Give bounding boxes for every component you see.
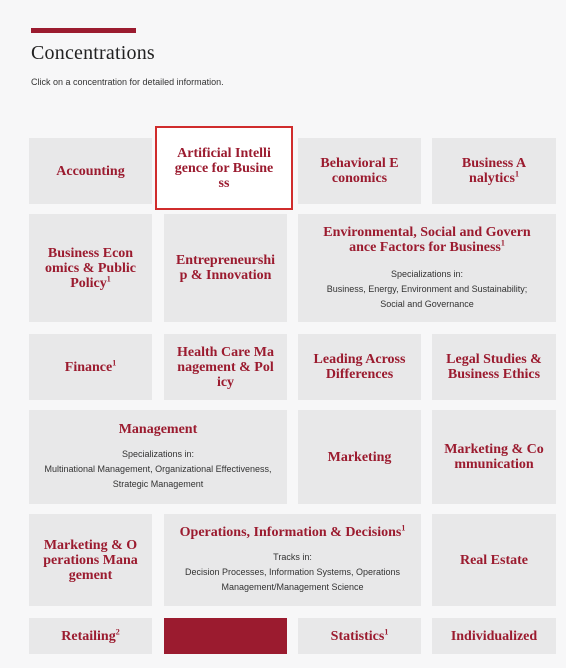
tile-name: Environmental, Social and Governance Factors for Business (323, 224, 531, 255)
tile-entrepreneurship-innovation[interactable] (164, 214, 287, 322)
tile-name: Management (118, 422, 198, 437)
tile-health-care-management-policy[interactable] (164, 334, 287, 400)
tile-real-estate[interactable] (432, 514, 556, 606)
tile-name: Legal Studies & Business Ethics (446, 352, 542, 382)
tile-business-economics-public-policy[interactable]: Business Economics & Public Policy$^1$ (29, 214, 152, 322)
accent-bar (31, 28, 136, 33)
tile-tracks: Tracks in: Decision Processes, Information Systems, Operations Management/Management Science (184, 552, 401, 592)
page-subtitle: Click on a concentration for detailed information. (31, 77, 224, 87)
tile-name: Statistics (330, 628, 385, 644)
tile-name: Marketing & Operations Management (43, 537, 138, 583)
tile-name: Retailing (61, 628, 116, 644)
tile-name: Accounting (56, 163, 125, 179)
tile-marketing-communication[interactable] (432, 410, 556, 504)
tile-name: Leading Across Differences (313, 352, 406, 382)
tile-retailing[interactable]: Retailing$^2$ (29, 618, 152, 654)
tile-marketing-operations-management[interactable] (29, 514, 152, 606)
tile-name: Operations, Information & Decisions (179, 525, 402, 540)
tile-accounting[interactable] (29, 138, 152, 204)
tile-specializations: Specializations in: Multinational Management, Organizational Effectiveness, Strategic Management (44, 449, 272, 489)
tile-marketing[interactable] (298, 410, 421, 504)
tile-statistics[interactable]: Statistics$^1$ (298, 618, 421, 654)
tile-name: Real Estate (459, 552, 529, 568)
tile-leading-across-differences[interactable] (298, 334, 421, 400)
tile-legal-studies-business-ethics[interactable] (432, 334, 556, 400)
tile-name: Health Care Management & Policy (177, 344, 274, 390)
tile-environmental-social-governance[interactable]: Environmental, Social and Governance Factors for Business$^1$ Specializations in: Business, Energy, Environment and Sustainability; Social and Governance (298, 214, 556, 322)
tile-name: Business Economics & Public Policy (45, 245, 136, 291)
tile-finance[interactable]: Finance$^1$ (29, 334, 152, 400)
tile-name: Marketing & Communication (444, 442, 544, 472)
tile-name: Entrepreneurship & Innovation (175, 253, 276, 283)
tile-individualized[interactable] (432, 618, 556, 654)
tile-operations-information-decisions[interactable]: Operations, Information & Decisions$^1$ Tracks in: Decision Processes, Information Systems, Operations Management/Management Science (164, 514, 421, 606)
tile-behavioral-economics[interactable] (298, 138, 421, 204)
tile-name: Artificial Intelligence for Business (174, 145, 274, 191)
tile-management[interactable] (29, 410, 287, 504)
tile-name: Business Analytics (461, 156, 527, 186)
tile-name: Marketing (327, 449, 392, 465)
tile-specializations: Specializations in: Business, Energy, Environment and Sustainability; Social and Governance (326, 268, 528, 309)
tile-business-analytics[interactable]: Business Analytics$^1$ (432, 138, 556, 204)
page-title: Concentrations (31, 42, 155, 64)
tile-artificial-intelligence-for-business[interactable] (156, 127, 292, 209)
tile-name: Behavioral Economics (320, 156, 399, 186)
tile-name: Finance (64, 359, 113, 375)
tile-highlighted-blank[interactable] (164, 618, 287, 654)
tile-name: Individualized (450, 628, 538, 644)
